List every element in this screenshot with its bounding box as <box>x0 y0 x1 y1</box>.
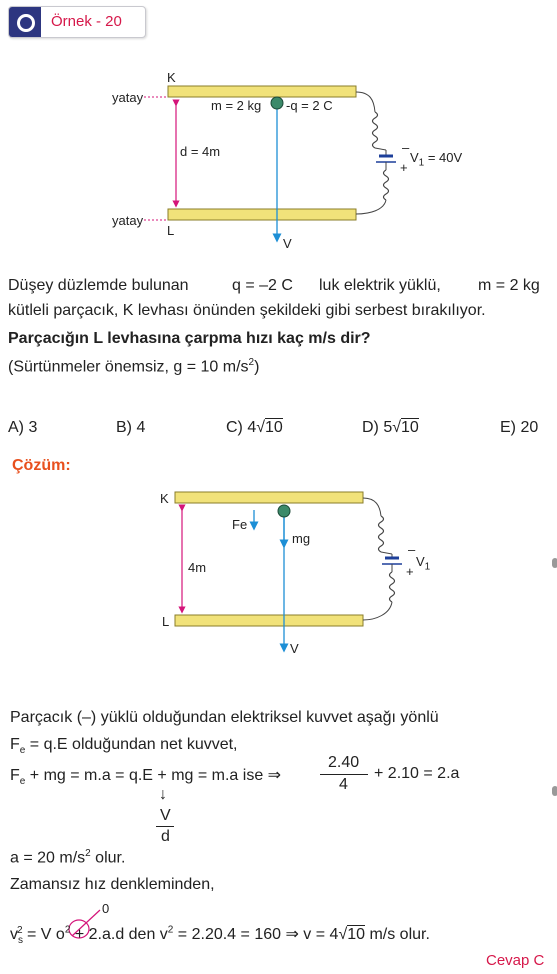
vd-bar <box>156 826 174 827</box>
problem-line1a: Düşey düzlemde bulunan <box>8 277 189 294</box>
problem-note: (Sürtünmeler önemsiz, g = 10 $m/s^2$) <box>8 357 260 376</box>
problem-question: Parçacığın L levhasına çarpma hızı kaç m/s dir? <box>8 330 371 347</box>
step-6: $v_s^2 = V$ $o^2 + 2.a.d$ den $v^2 = 2.20.4 = 160$ ⇒ v = 4√10 m/s olur. <box>10 924 430 947</box>
zero-mark: 0 <box>102 901 110 916</box>
particle <box>271 97 283 109</box>
fe-label: Fe <box>232 517 248 532</box>
vd-num: V <box>160 807 171 824</box>
label-l: L <box>167 223 175 238</box>
yatay-top: yatay <box>112 90 144 105</box>
problem-line1d: m = 2 kg <box>478 277 540 294</box>
battery-plus: + <box>400 160 408 175</box>
plate-k <box>168 86 356 97</box>
vd-den: d <box>161 828 170 845</box>
option-b: B) 4 <box>116 419 146 436</box>
plate-k-2 <box>175 492 363 503</box>
label-k: K <box>167 70 176 85</box>
solution-diagram <box>0 480 557 660</box>
label-k-2: K <box>160 491 169 506</box>
battery-minus: – <box>402 140 410 155</box>
frac-num: 2.40 <box>328 754 360 771</box>
velocity-label: V <box>283 236 292 251</box>
yatay-bottom: yatay <box>112 213 144 228</box>
distance-label-2: 4m <box>188 560 207 575</box>
battery-minus-2: – <box>408 542 416 557</box>
frac-den: 4 <box>339 776 348 793</box>
voltage-label-2: $V_1$ <box>416 554 431 573</box>
example-title: Örnek - 20 <box>51 13 122 30</box>
option-a: A) 3 <box>8 419 38 436</box>
velocity-label-2: V <box>290 641 299 656</box>
particle-2 <box>278 505 290 517</box>
option-e: E) 20 <box>500 419 539 436</box>
label-l-2: L <box>162 614 170 629</box>
plate-l <box>168 209 356 220</box>
mg-label: mg <box>292 531 311 546</box>
step-2: $F_e = q.E$ olduğundan net kuvvet, <box>10 736 238 757</box>
problem-line1c: luk elektrik yüklü, <box>319 277 441 294</box>
problem-line1b: q = –2 C <box>232 277 293 294</box>
battery-plus-2: + <box>406 564 414 579</box>
distance-label: d = 4m <box>180 144 221 159</box>
plate-l-2 <box>175 615 363 626</box>
down-arrow: ↓ <box>159 786 167 803</box>
step-5: Zamansız hız denkleminden, <box>10 876 215 893</box>
charge-label: -q = 2 C <box>286 98 333 113</box>
problem-diagram <box>0 0 557 260</box>
solution-title: Çözüm: <box>12 457 71 474</box>
step-4: a = 20 $m/s^2$ olur. <box>10 848 126 867</box>
problem-line2: kütleli parçacık, K levhası önünden şekildeki gibi serbest bırakılıyor. <box>8 302 486 319</box>
step-3: $F_e$ + mg = m.a = q.E + mg = m.a ise ⇒ <box>10 767 282 788</box>
edge-dot <box>552 786 557 796</box>
step-3-tail: + 2.10 = 2.a <box>374 765 460 782</box>
edge-dot <box>552 558 557 568</box>
voltage-label: $V_1 = 40V$ <box>410 150 463 169</box>
option-d: D) 5√10 <box>362 419 419 436</box>
frac-bar <box>320 774 368 775</box>
mass-label: m = 2 kg <box>211 98 262 113</box>
step-1: Parçacık (–) yüklü olduğundan elektriksel kuvvet aşağı yönlü <box>10 709 439 726</box>
answer-label: Cevap C <box>486 952 545 969</box>
option-c: C) 4√10 <box>226 419 283 436</box>
